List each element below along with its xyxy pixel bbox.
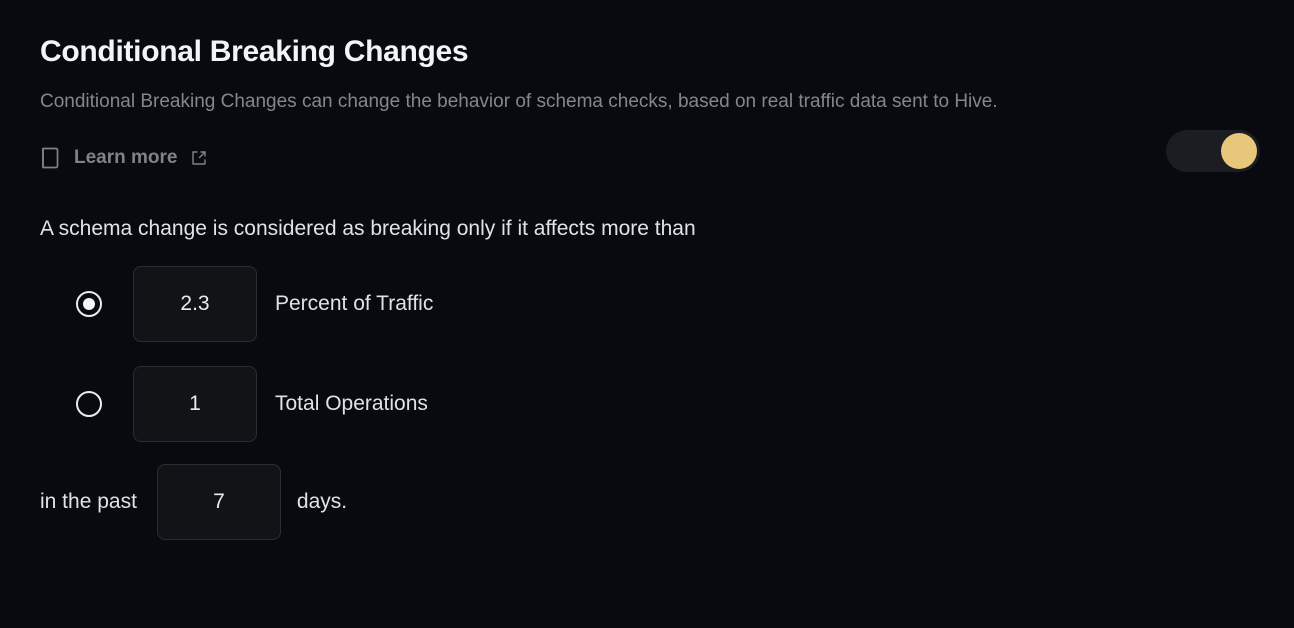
toggle-container <box>1166 130 1260 172</box>
book-icon <box>40 146 62 170</box>
breaking-change-statement: A schema change is considered as breaking only if it affects more than <box>40 217 696 240</box>
period-prefix-label: in the past <box>40 490 137 513</box>
card-description: Conditional Breaking Changes can change the behavior of schema checks, based on real traffic data sent to Hive. <box>40 91 998 112</box>
learn-more-link[interactable] <box>40 146 207 170</box>
period-suffix-label: days. <box>296 490 348 513</box>
external-link-icon <box>191 150 207 166</box>
period-row <box>40 464 1254 540</box>
learn-more-label: Learn more <box>74 147 178 168</box>
radio-percent-of-traffic[interactable] <box>76 291 102 317</box>
percent-of-traffic-label: Percent of Traffic <box>275 292 434 315</box>
page-title: Conditional Breaking Changes <box>40 35 469 68</box>
radio-total-operations[interactable] <box>76 391 102 417</box>
total-operations-label: Total Operations <box>275 392 428 415</box>
option-row-percent-of-traffic <box>40 266 1254 342</box>
percent-of-traffic-input[interactable] <box>133 266 257 342</box>
option-row-total-operations <box>40 366 1254 442</box>
total-operations-input[interactable] <box>133 366 257 442</box>
toggle-knob <box>1221 133 1257 169</box>
period-days-input[interactable] <box>157 464 281 540</box>
conditional-breaking-changes-toggle[interactable] <box>1166 130 1260 172</box>
